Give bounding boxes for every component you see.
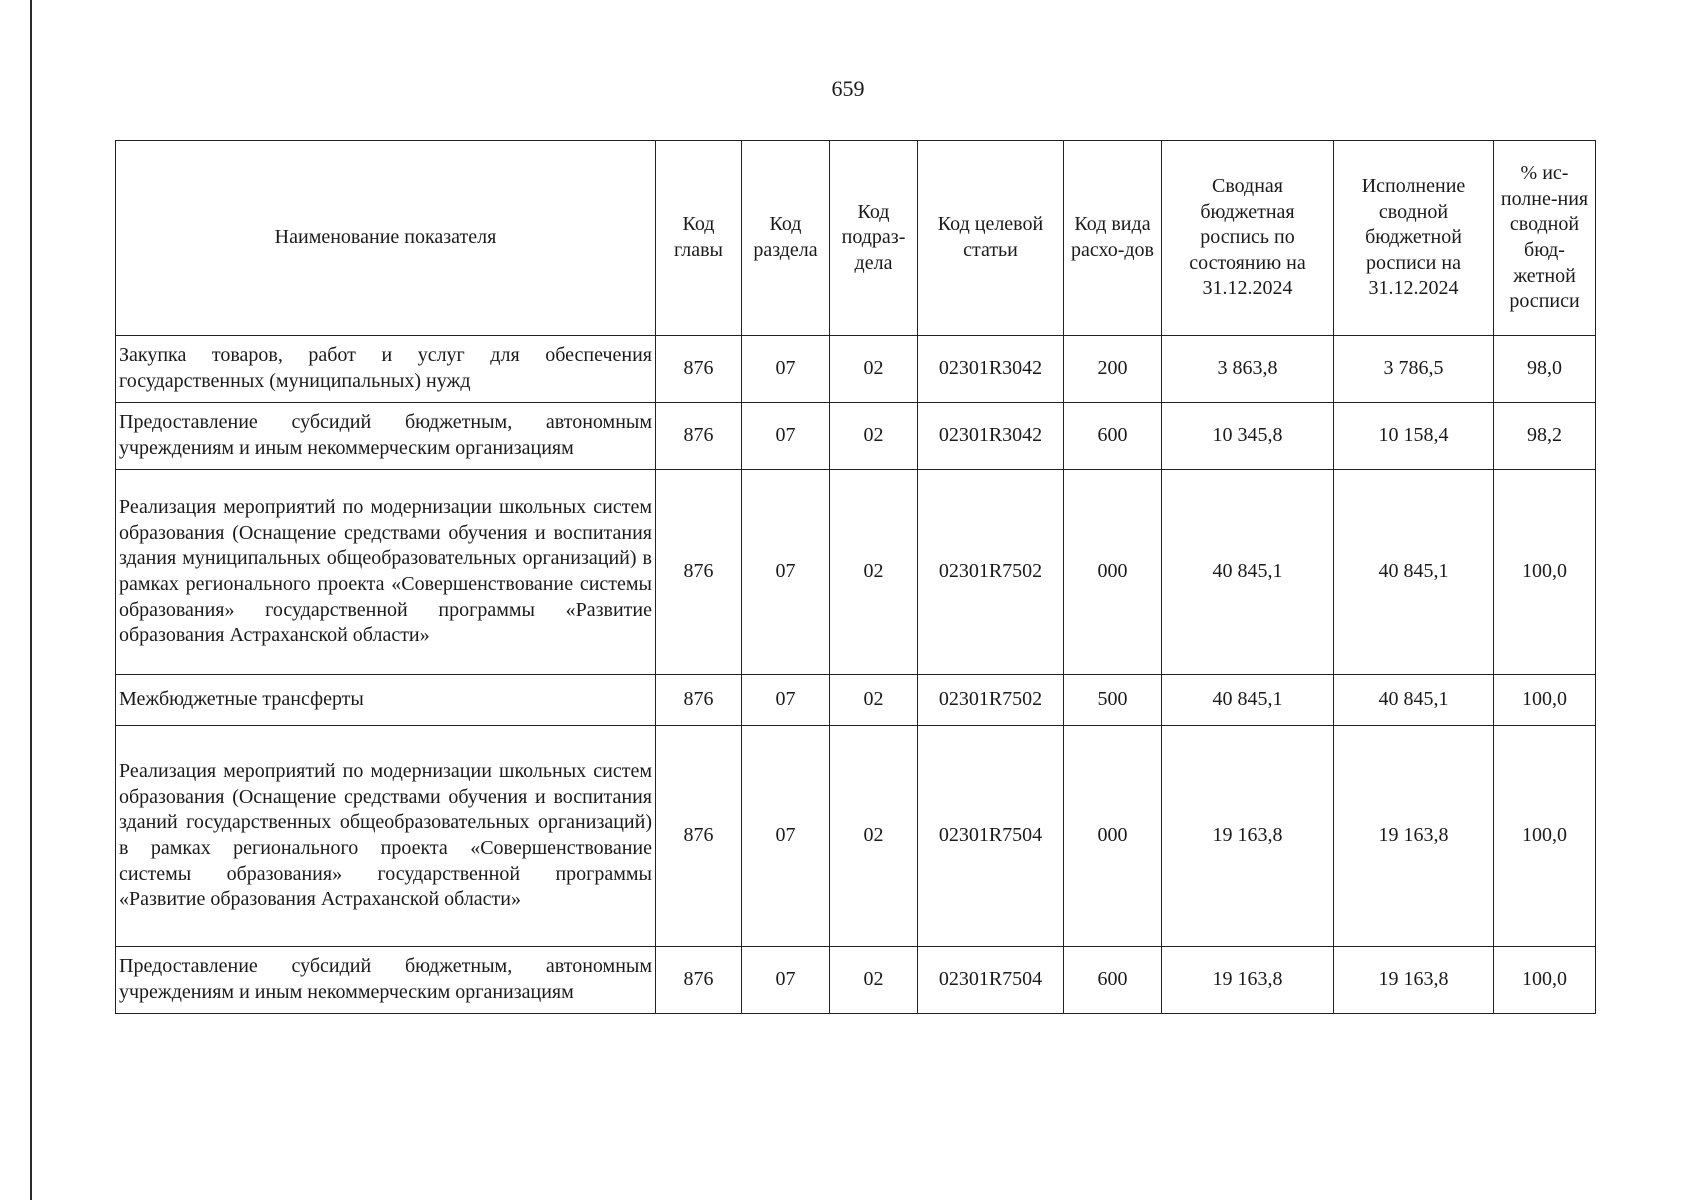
cell-percent: 100,0 bbox=[1494, 470, 1596, 675]
cell-budget: 10 345,8 bbox=[1162, 403, 1334, 470]
cell-execution: 3 786,5 bbox=[1334, 336, 1494, 403]
table-row bbox=[116, 470, 1596, 675]
header-expense-type-code: Код вида расхо-дов bbox=[1064, 141, 1162, 336]
budget-table-container bbox=[115, 140, 1595, 1014]
cell-subsection: 02 bbox=[830, 726, 918, 947]
header-target-code: Код целевой статьи bbox=[918, 141, 1064, 336]
cell-section: 07 bbox=[742, 947, 830, 1014]
cell-budget: 19 163,8 bbox=[1162, 947, 1334, 1014]
cell-budget: 19 163,8 bbox=[1162, 726, 1334, 947]
header-chapter-code: Код главы bbox=[656, 141, 742, 336]
page-number-text: 659 bbox=[831, 76, 865, 101]
table-row bbox=[116, 675, 1596, 726]
cell-execution: 10 158,4 bbox=[1334, 403, 1494, 470]
table-row bbox=[116, 403, 1596, 470]
cell-target: 02301R7504 bbox=[918, 726, 1064, 947]
header-budget-schedule: Сводная бюджетная роспись по состоянию на 31.12.2024 bbox=[1162, 141, 1334, 336]
cell-budget: 3 863,8 bbox=[1162, 336, 1334, 403]
budget-execution-table bbox=[115, 140, 1596, 1014]
cell-percent: 98,0 bbox=[1494, 336, 1596, 403]
cell-target: 02301R7502 bbox=[918, 470, 1064, 675]
cell-section: 07 bbox=[742, 726, 830, 947]
page-margin-rule bbox=[30, 0, 32, 1200]
cell-section: 07 bbox=[742, 336, 830, 403]
cell-subsection: 02 bbox=[830, 675, 918, 726]
header-subsection-code: Код подраз-дела bbox=[830, 141, 918, 336]
cell-subsection: 02 bbox=[830, 336, 918, 403]
cell-execution: 40 845,1 bbox=[1334, 470, 1494, 675]
cell-execution: 19 163,8 bbox=[1334, 726, 1494, 947]
cell-budget: 40 845,1 bbox=[1162, 470, 1334, 675]
header-section-code: Код раздела bbox=[742, 141, 830, 336]
header-percent: % ис-полне-ния сводной бюд-жетной росписи bbox=[1494, 141, 1596, 336]
cell-chapter: 876 bbox=[656, 947, 742, 1014]
cell-chapter: 876 bbox=[656, 675, 742, 726]
cell-name: Закупка товаров, работ и услуг для обеспечения государственных (муниципальных) нужд bbox=[116, 336, 656, 403]
cell-target: 02301R7502 bbox=[918, 675, 1064, 726]
cell-expense-type: 200 bbox=[1064, 336, 1162, 403]
table-header-row bbox=[116, 141, 1596, 336]
cell-expense-type: 000 bbox=[1064, 726, 1162, 947]
cell-name: Межбюджетные трансферты bbox=[116, 675, 656, 726]
cell-expense-type: 600 bbox=[1064, 403, 1162, 470]
cell-expense-type: 600 bbox=[1064, 947, 1162, 1014]
header-execution: Исполнение сводной бюджетной росписи на 31.12.2024 bbox=[1334, 141, 1494, 336]
cell-budget: 40 845,1 bbox=[1162, 675, 1334, 726]
cell-subsection: 02 bbox=[830, 470, 918, 675]
cell-percent: 100,0 bbox=[1494, 947, 1596, 1014]
cell-name: Реализация мероприятий по модернизации школьных систем образования (Оснащение средствами обучения и воспитания зданий государственных общеобразовательных организаций) в рамках регионального проекта «Совершенствование системы образования» государственной программы «Развитие образования Астраханской области» bbox=[116, 726, 656, 947]
cell-target: 02301R3042 bbox=[918, 403, 1064, 470]
cell-section: 07 bbox=[742, 403, 830, 470]
cell-subsection: 02 bbox=[830, 947, 918, 1014]
table-row bbox=[116, 336, 1596, 403]
cell-chapter: 876 bbox=[656, 726, 742, 947]
cell-chapter: 876 bbox=[656, 403, 742, 470]
cell-name: Предоставление субсидий бюджетным, автономным учреждениям и иным некоммерческим организациям bbox=[116, 403, 656, 470]
cell-target: 02301R3042 bbox=[918, 336, 1064, 403]
cell-section: 07 bbox=[742, 470, 830, 675]
cell-name: Реализация мероприятий по модернизации школьных систем образования (Оснащение средствами обучения и воспитания здания муниципальных общеобразовательных организаций) в рамках регионального проекта «Совершенствование системы образования» государственной программы «Развитие образования Астраханской области» bbox=[116, 470, 656, 675]
table-row bbox=[116, 726, 1596, 947]
cell-expense-type: 500 bbox=[1064, 675, 1162, 726]
cell-target: 02301R7504 bbox=[918, 947, 1064, 1014]
cell-chapter: 876 bbox=[656, 470, 742, 675]
header-name: Наименование показателя bbox=[116, 141, 656, 336]
cell-section: 07 bbox=[742, 675, 830, 726]
cell-subsection: 02 bbox=[830, 403, 918, 470]
cell-percent: 100,0 bbox=[1494, 675, 1596, 726]
page-number bbox=[0, 76, 1696, 102]
cell-execution: 40 845,1 bbox=[1334, 675, 1494, 726]
cell-name: Предоставление субсидий бюджетным, автономным учреждениям и иным некоммерческим организациям bbox=[116, 947, 656, 1014]
cell-percent: 100,0 bbox=[1494, 726, 1596, 947]
cell-expense-type: 000 bbox=[1064, 470, 1162, 675]
cell-percent: 98,2 bbox=[1494, 403, 1596, 470]
cell-execution: 19 163,8 bbox=[1334, 947, 1494, 1014]
cell-chapter: 876 bbox=[656, 336, 742, 403]
table-row bbox=[116, 947, 1596, 1014]
